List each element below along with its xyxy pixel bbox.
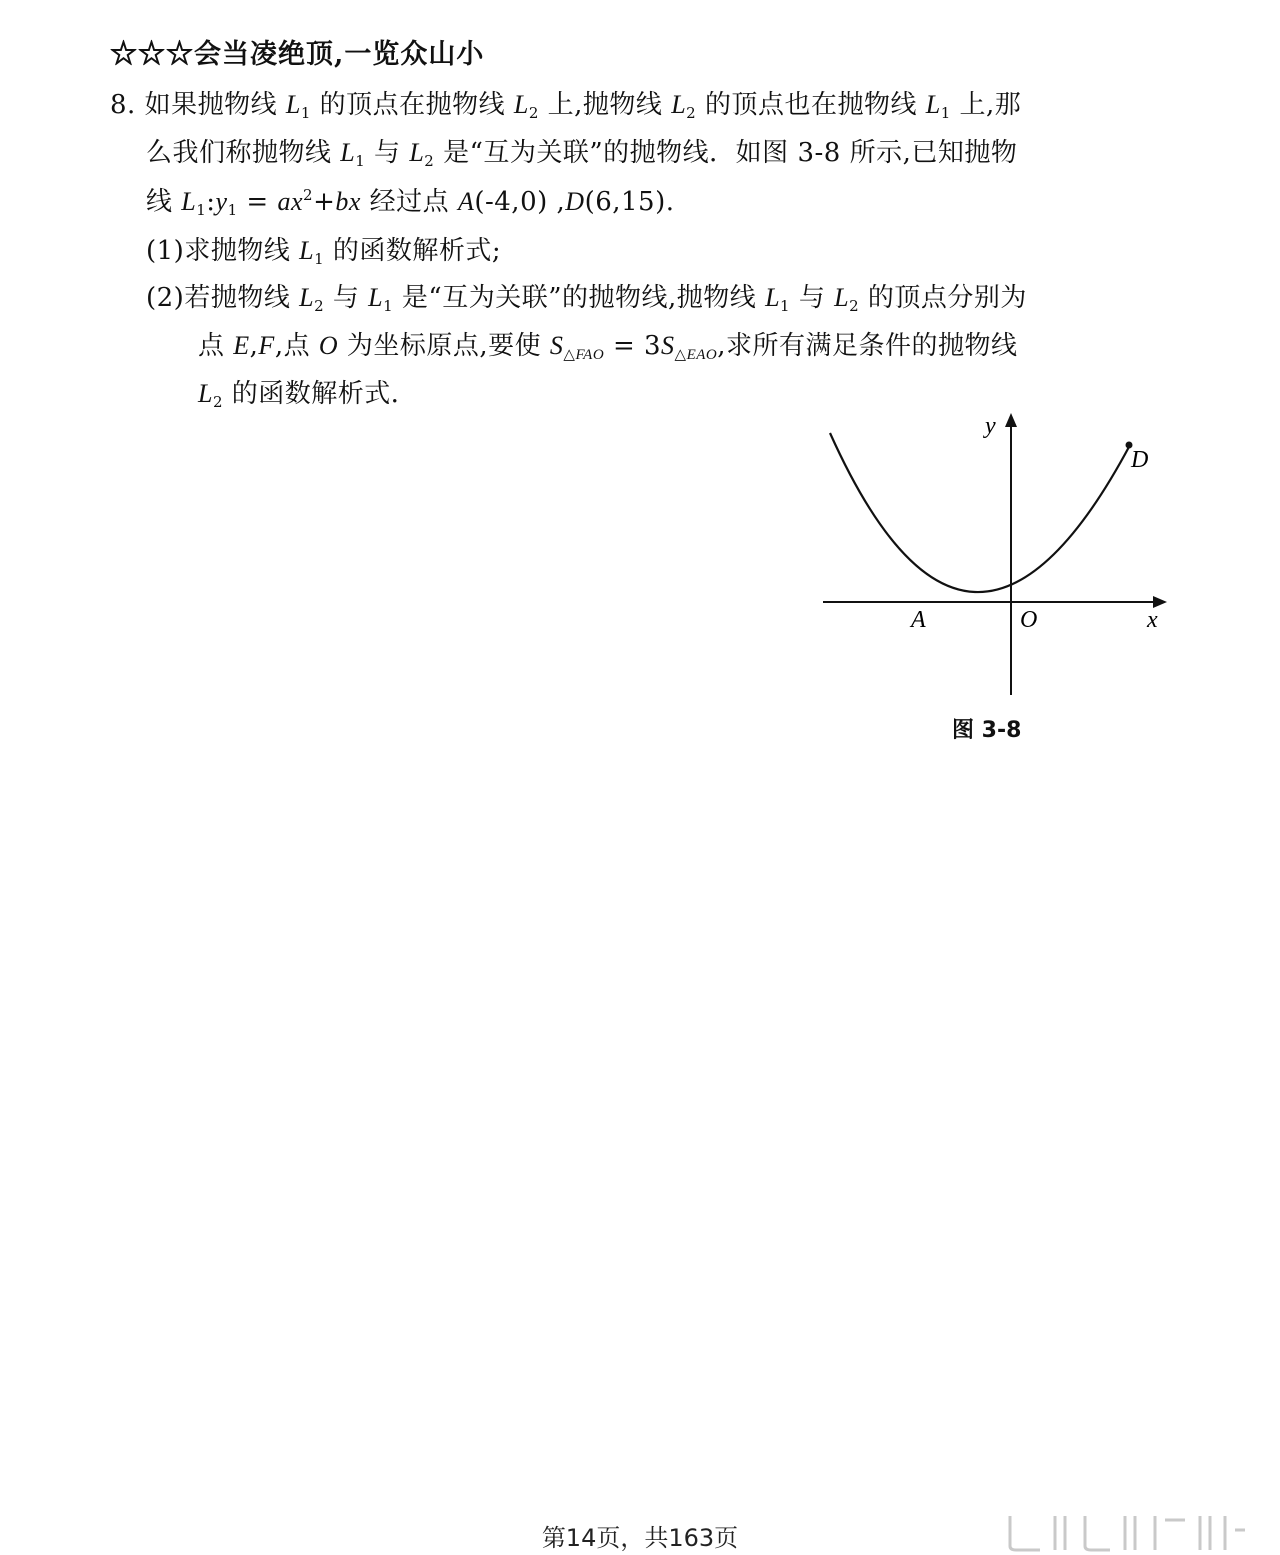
y-axis-arrow [1005,413,1017,427]
part-2-line-3: $L_2$ 的函数解析式． [198,379,418,411]
problem-line-3: 线 $L_1:y_1 = ax^2+bx$ 经过点 A(-4,0) ,D(6,15). [146,186,675,219]
section-heading: ☆☆☆会当凌绝顶,一览众山小 [110,39,485,70]
part-1: (1)求抛物线 $L_1$ 的函数解析式; [146,236,502,268]
label-x: x [1147,607,1158,633]
label-D: D [1131,447,1149,473]
figure-caption: 图 3-8 [952,718,1022,743]
part-2-line-2: 点 E,F,点 O 为坐标原点,要使 $S_{\triangle FAO} = 3S_{\triangle EAO}$,求所有满足条件的抛物线 [198,331,1018,363]
parabola-curve [830,433,1130,592]
label-A: A [911,607,926,633]
problem-number: 8. [110,90,136,120]
part-2-line-1: (2)若抛物线 $L_2$ 与 $L_1$ 是“互为关联”的抛物线,抛物线 $L_1$ 与 $L_2$ 的顶点分别为 [146,283,1027,315]
page-footer: 第14页，共163页 [541,1524,739,1552]
problem-line-2: 么我们称抛物线 $L_1$ 与 $L_2$ 是“互为关联”的抛物线．如图 3-8 所示,已知抛物 [146,138,1018,170]
label-y: y [985,413,996,439]
problem-line-1: 8. 如果抛物线 $L_1$ 的顶点在抛物线 $L_2$ 上,抛物线 $L_2$ 的顶点也在抛物线 $L_1$ 上,那 [110,90,1022,122]
label-O: O [1020,607,1038,633]
parabola-figure [815,405,1175,700]
